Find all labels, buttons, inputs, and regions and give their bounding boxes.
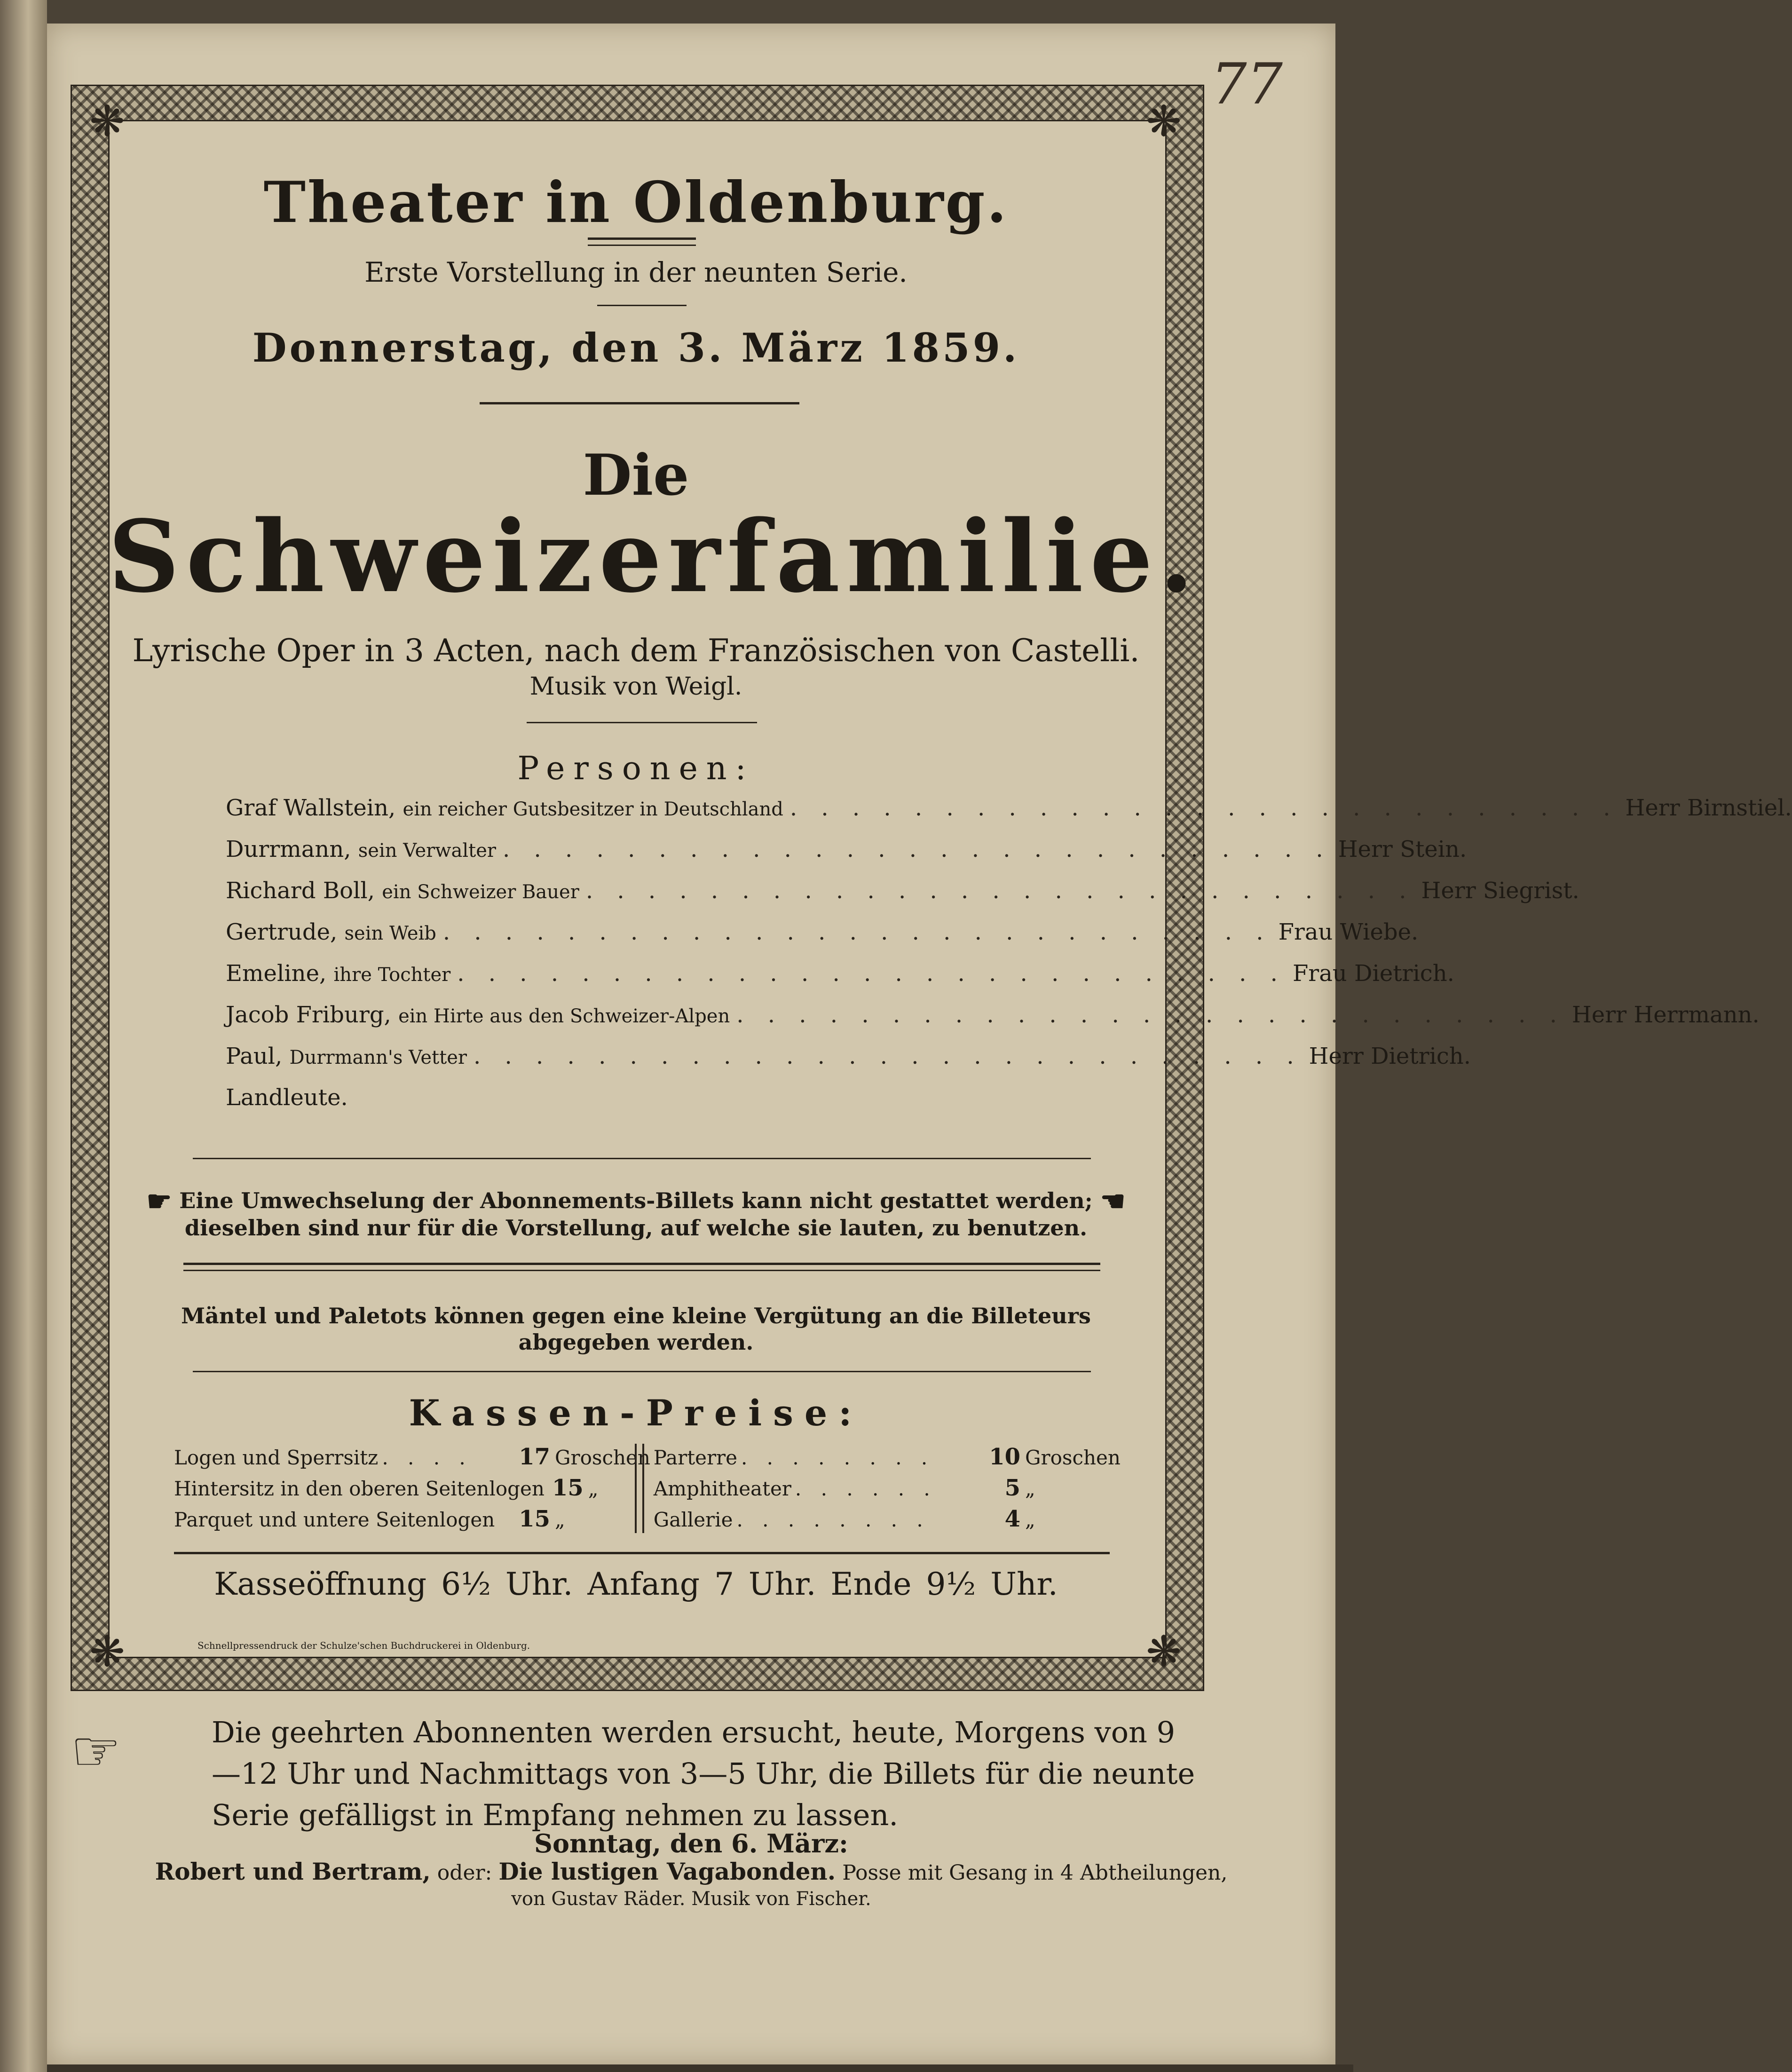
cast-row bbox=[226, 795, 1792, 836]
cast-row bbox=[226, 1043, 1471, 1084]
cast-actor: Frau Dietrich. bbox=[1292, 960, 1454, 987]
cast-actor: Herr Dietrich. bbox=[1309, 1043, 1471, 1069]
subtitle-rule bbox=[597, 305, 687, 306]
price-value: 4 bbox=[1004, 1506, 1020, 1532]
price-row bbox=[174, 1444, 650, 1475]
price-row bbox=[653, 1444, 1121, 1475]
price-label: Logen und Sperrsitz bbox=[174, 1446, 379, 1469]
cast-row bbox=[226, 878, 1579, 919]
double-rule bbox=[183, 1263, 1100, 1265]
price-unit: Groschen bbox=[555, 1446, 650, 1469]
corner-ornament-icon: ❋ bbox=[89, 96, 125, 146]
leader-dots: . . . . . . . . . . . . . . . . . . . . . . . . . . . bbox=[474, 1043, 1303, 1069]
leader-dots: . . . . . . bbox=[795, 1477, 937, 1500]
price-divider bbox=[635, 1444, 644, 1533]
price-label: Gallerie bbox=[653, 1508, 733, 1531]
next-performance-credits: von Gustav Räder. Musik von Fischer. bbox=[511, 1888, 871, 1910]
leader-dots: . . . . . . . . bbox=[736, 1508, 930, 1531]
corner-ornament-icon: ❋ bbox=[1146, 96, 1182, 146]
leader-dots: . . . . . . . . bbox=[741, 1446, 934, 1469]
price-unit: „ bbox=[1025, 1508, 1035, 1531]
date-flourish-rule bbox=[480, 402, 799, 404]
price-value: 10 bbox=[989, 1444, 1020, 1470]
performance-date: Donnerstag, den 3. März 1859. bbox=[252, 324, 1020, 371]
cast-actor: Frau Wiebe. bbox=[1278, 919, 1419, 945]
cast-actor: Herr Birnstiel. bbox=[1625, 795, 1792, 821]
performance-subtitle: Erste Vorstellung in der neunten Serie. bbox=[364, 256, 908, 288]
cast-role: Gertrude, sein Weib bbox=[226, 919, 436, 945]
page-bottom-shadow bbox=[47, 2064, 1353, 2072]
times-rule bbox=[174, 1552, 1110, 1554]
price-value: 5 bbox=[1004, 1475, 1020, 1501]
play-title: Schweizerfamilie. bbox=[108, 498, 1200, 615]
cast-role: Durrmann, sein Verwalter bbox=[226, 836, 497, 862]
price-value: 15 bbox=[519, 1506, 550, 1532]
cast-extras: Landleute. bbox=[226, 1084, 348, 1111]
pointing-hand-icon: ☞ bbox=[71, 1719, 121, 1784]
price-unit: Groschen bbox=[1025, 1446, 1121, 1469]
double-rule bbox=[183, 1270, 1100, 1271]
cast-role: Jacob Friburg, ein Hirte aus den Schweizer-Alpen bbox=[226, 1002, 730, 1028]
abonnement-notice: ☛ Eine Umwechselung der Abonnements-Billets kann nicht gestattet werden; ☚ dieselben sind nur für die Vorstellung, auf welche sie lauten, zu benutzen. bbox=[146, 1185, 1126, 1241]
play-description: Lyrische Oper in 3 Acten, nach dem Französischen von Castelli. bbox=[132, 633, 1140, 669]
leader-dots: . . . . . . . . . . . . . . . . . . . . . . . . . . . bbox=[442, 919, 1272, 945]
play-article: Die bbox=[583, 442, 689, 508]
cast-row bbox=[226, 960, 1454, 1002]
leader-dots: . . . . . . . . . . . . . . . . . . . . . . . . . . . bbox=[457, 960, 1286, 987]
cast-role: Paul, Durrmann's Vetter bbox=[226, 1043, 467, 1069]
price-value: 15 bbox=[552, 1475, 584, 1501]
price-label: Amphitheater bbox=[653, 1477, 791, 1500]
opening-times: Kasseöffnung 6½ Uhr. Anfang 7 Uhr. Ende 9½ Uhr. bbox=[214, 1566, 1058, 1602]
leader-dots: . . . . . . . . . . . . . . . . . . . . . . . . . . . bbox=[503, 836, 1332, 862]
theater-title: Theater in Oldenburg. bbox=[263, 169, 1009, 236]
price-row bbox=[654, 1506, 1096, 1537]
price-unit: „ bbox=[555, 1508, 565, 1531]
price-row bbox=[174, 1506, 625, 1537]
next-performance-date: Sonntag, den 6. März: bbox=[534, 1828, 848, 1858]
leader-dots: . . . . . . . . . . . . . . . . . . . . . . . . . . . bbox=[585, 878, 1415, 904]
title-rule bbox=[588, 237, 696, 240]
book-spine-edge bbox=[0, 0, 47, 2072]
price-column-left bbox=[174, 1444, 650, 1537]
prices-heading: Kassen-Preise: bbox=[409, 1392, 863, 1434]
cast-role: Emeline, ihre Tochter bbox=[226, 960, 451, 987]
handwritten-page-number: 77 bbox=[1211, 52, 1283, 117]
price-row bbox=[654, 1475, 1096, 1506]
price-unit: „ bbox=[588, 1477, 599, 1500]
subscriber-notice: Die geehrten Abonnenten werden ersucht, heute, Morgens von 9—12 Uhr und Nachmittags von 3—5 Uhr, die Billets für die neunte Serie gefälligst in Empfang nehmen zu lassen. bbox=[212, 1715, 1195, 1832]
play-flourish-rule bbox=[527, 722, 757, 723]
cast-list bbox=[226, 795, 1792, 1126]
cast-row bbox=[226, 836, 1467, 878]
cast-row bbox=[226, 1002, 1760, 1043]
coats-notice: Mäntel und Paletots können gegen eine kleine Vergütung an die Billeteurs abgegeben werden. bbox=[181, 1303, 1091, 1355]
cast-row bbox=[226, 919, 1419, 960]
play-music-credit: Musik von Weigl. bbox=[529, 672, 742, 701]
price-label: Parterre bbox=[653, 1446, 737, 1469]
leader-dots: . . . . . . . . . . . . . . . . . . . . . . . . . . . bbox=[789, 795, 1619, 821]
price-column-right bbox=[653, 1444, 1121, 1537]
leader-dots: . . . . bbox=[382, 1446, 472, 1469]
price-row bbox=[174, 1475, 625, 1506]
corner-ornament-icon: ❋ bbox=[1146, 1627, 1182, 1677]
price-unit: „ bbox=[1025, 1477, 1035, 1500]
pointing-hand-icon: ☛ bbox=[146, 1185, 172, 1218]
price-label: Hintersitz in den oberen Seitenlogen bbox=[174, 1477, 545, 1500]
corner-ornament-icon: ❋ bbox=[89, 1627, 125, 1677]
cast-actor: Herr Siegrist. bbox=[1421, 878, 1579, 904]
cast-role: Graf Wallstein, ein reicher Gutsbesitzer in Deutschland bbox=[226, 795, 783, 821]
pointing-hand-icon: ☚ bbox=[1100, 1185, 1126, 1218]
cast-role: Richard Boll, ein Schweizer Bauer bbox=[226, 878, 579, 904]
title-rule bbox=[588, 245, 696, 246]
printer-imprint: Schnellpressendruck der Schulze'schen Buchdruckerei in Oldenburg. bbox=[197, 1640, 530, 1651]
cast-row bbox=[226, 1084, 1072, 1126]
price-value: 17 bbox=[519, 1444, 550, 1470]
persons-heading: Personen: bbox=[517, 750, 755, 787]
next-performance-title: Robert und Bertram, oder: Die lustigen Vagabonden. Posse mit Gesang in 4 Abtheilungen, bbox=[155, 1858, 1228, 1885]
section-rule bbox=[193, 1158, 1091, 1159]
price-table bbox=[174, 1444, 1121, 1537]
cast-actor: Herr Herrmann. bbox=[1571, 1002, 1760, 1028]
leader-dots: . . . . . . . . . . . . . . . . . . . . . . . . . . . bbox=[736, 1002, 1565, 1028]
cast-actor: Herr Stein. bbox=[1338, 836, 1467, 862]
price-label: Parquet und untere Seitenlogen bbox=[174, 1508, 495, 1531]
section-rule bbox=[193, 1371, 1091, 1372]
